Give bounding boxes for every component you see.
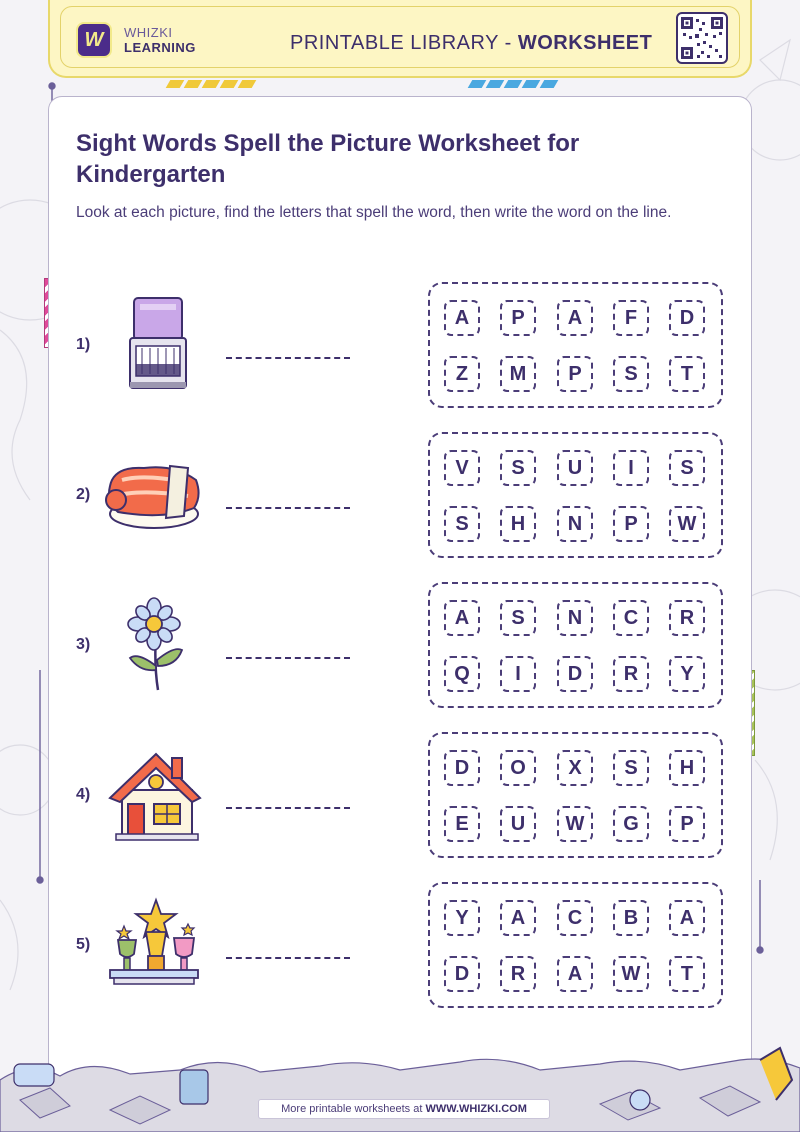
letter-tile: A <box>557 300 593 336</box>
letter-tile: C <box>557 900 593 936</box>
worksheet-instructions: Look at each picture, find the letters that spell the word, then write the word on the line. <box>76 204 672 221</box>
brand-line1: WHIZKI <box>124 25 173 40</box>
qr-code-icon <box>676 12 728 64</box>
header-title-prefix: PRINTABLE LIBRARY - <box>290 32 518 54</box>
letter-tile: C <box>613 600 649 636</box>
worksheet-title: Sight Words Spell the Picture Worksheet for Kindergarten <box>76 130 580 188</box>
letter-tile: Z <box>444 356 480 392</box>
letter-tile: P <box>669 806 705 842</box>
letter-tile: S <box>613 750 649 786</box>
letter-tile: M <box>500 356 536 392</box>
letter-tile: D <box>669 300 705 336</box>
letter-tile: N <box>557 506 593 542</box>
house-icon <box>104 746 204 846</box>
letter-tile: D <box>444 956 480 992</box>
answer-line[interactable] <box>226 807 350 809</box>
letter-tile: R <box>669 600 705 636</box>
letter-tile: X <box>557 750 593 786</box>
letter-tile: D <box>557 656 593 692</box>
letter-tile: F <box>613 300 649 336</box>
footer-link[interactable]: WWW.WHIZKI.COM <box>425 1103 527 1115</box>
letter-tile: B <box>613 900 649 936</box>
letter-tile: S <box>500 450 536 486</box>
letter-tile: A <box>444 300 480 336</box>
letter-tile: H <box>500 506 536 542</box>
letter-tile: S <box>500 600 536 636</box>
letter-tile: W <box>669 506 705 542</box>
letter-tile: Y <box>669 656 705 692</box>
letter-tile: E <box>444 806 480 842</box>
header <box>48 0 752 78</box>
header-stripes-blue <box>470 80 556 92</box>
question-number: 1) <box>76 336 91 353</box>
letter-tile: Y <box>444 900 480 936</box>
brand-name <box>124 25 196 55</box>
question-number: 4) <box>76 786 91 803</box>
sushi-icon <box>104 446 204 546</box>
letter-tile: S <box>613 356 649 392</box>
header-title <box>290 32 652 55</box>
letter-tile: T <box>669 956 705 992</box>
answer-line[interactable] <box>226 507 350 509</box>
answer-line[interactable] <box>226 357 350 359</box>
letter-tile: W <box>557 806 593 842</box>
stamp-icon <box>104 294 204 394</box>
letter-tile: P <box>613 506 649 542</box>
footer-text: More printable worksheets at <box>281 1103 426 1115</box>
letter-tile: W <box>613 956 649 992</box>
footer-banner <box>258 1099 550 1119</box>
letter-tile: S <box>444 506 480 542</box>
letter-tile: S <box>669 450 705 486</box>
letter-tile: H <box>669 750 705 786</box>
brand-line2: LEARNING <box>124 40 196 55</box>
letter-tile: R <box>500 956 536 992</box>
letter-tile: A <box>444 600 480 636</box>
letter-tile: G <box>613 806 649 842</box>
letter-tile: I <box>500 656 536 692</box>
letter-tile: O <box>500 750 536 786</box>
letter-tile: P <box>500 300 536 336</box>
answer-line[interactable] <box>226 957 350 959</box>
question-number: 2) <box>76 486 91 503</box>
letter-tile: R <box>613 656 649 692</box>
letter-tile: U <box>557 450 593 486</box>
question-number: 5) <box>76 936 91 953</box>
letter-tile: A <box>669 900 705 936</box>
letter-tile: A <box>500 900 536 936</box>
letter-tile: I <box>613 450 649 486</box>
whizki-logo <box>76 22 112 58</box>
letter-tile: A <box>557 956 593 992</box>
letter-tile: Q <box>444 656 480 692</box>
letter-tile: D <box>444 750 480 786</box>
flower-icon <box>104 596 204 696</box>
letter-tile: T <box>669 356 705 392</box>
header-title-bold: WORKSHEET <box>517 32 653 54</box>
trophy-icon <box>104 896 204 996</box>
logo-letter: W <box>84 28 104 51</box>
question-number: 3) <box>76 636 91 653</box>
letter-tile: U <box>500 806 536 842</box>
letter-tile: N <box>557 600 593 636</box>
letter-tile: P <box>557 356 593 392</box>
letter-tile: V <box>444 450 480 486</box>
answer-line[interactable] <box>226 657 350 659</box>
header-stripes-yellow <box>168 80 254 92</box>
